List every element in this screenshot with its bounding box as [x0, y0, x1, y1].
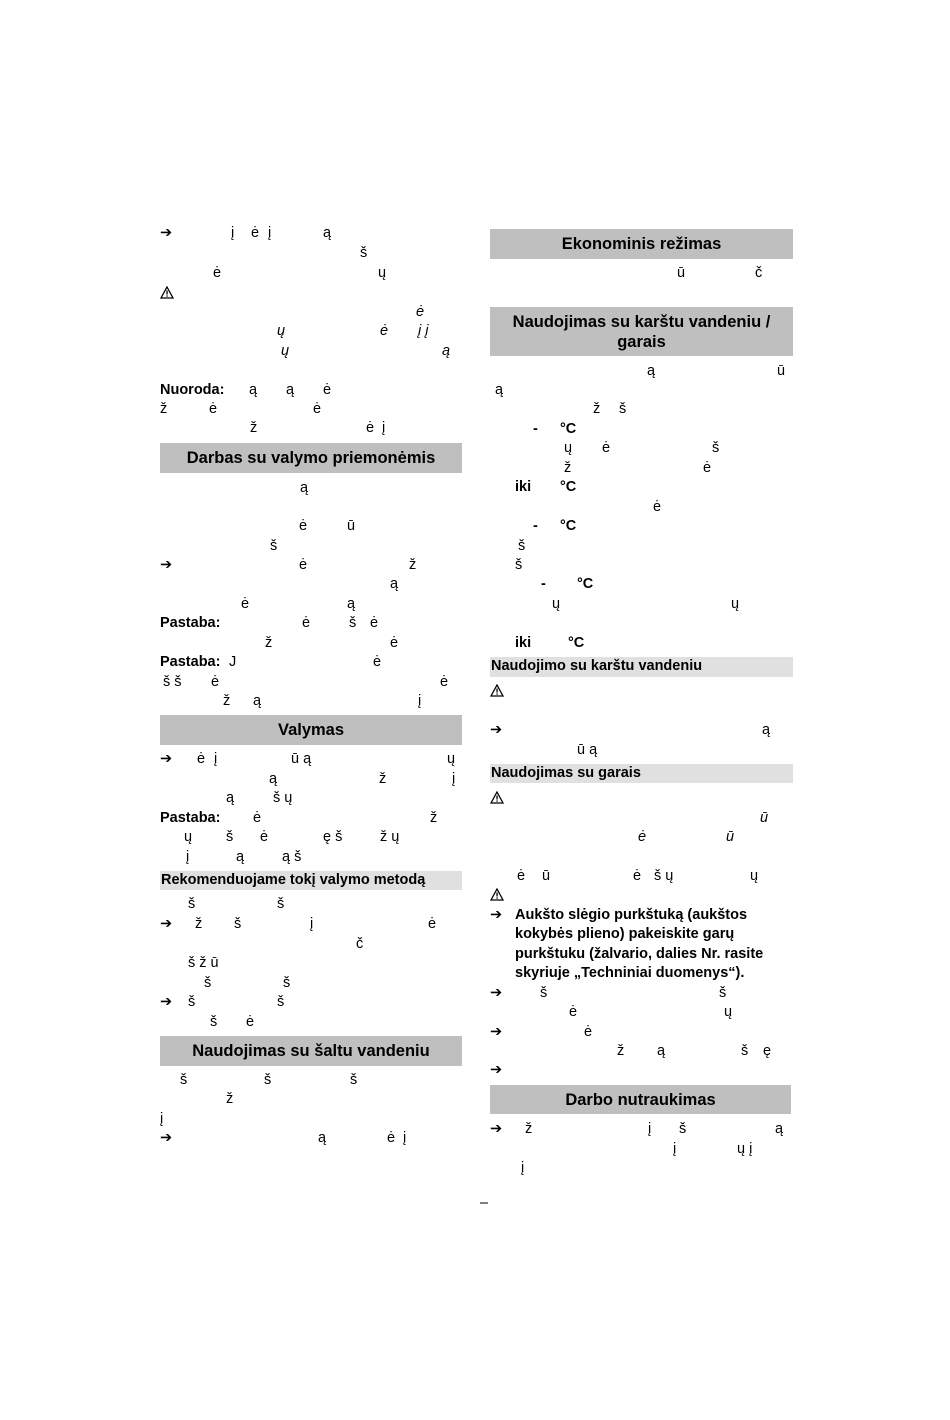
- left-column-text-fragment: ė: [416, 304, 425, 320]
- left-column-text-fragment: ą: [318, 1130, 327, 1146]
- section-header-darbas: Darbas su valymo priemonėmis: [160, 443, 462, 473]
- left-column-text-fragment: š š: [163, 674, 182, 690]
- right-column-text-fragment: -: [533, 518, 538, 534]
- left-column-text-fragment: ė: [246, 1014, 255, 1030]
- right-column-text-fragment: š: [619, 401, 627, 417]
- right-column-text-fragment: ė: [653, 499, 662, 515]
- left-column-text-fragment: ą: [300, 480, 309, 496]
- warning-icon: [490, 888, 504, 901]
- right-column-text-fragment: ų: [731, 596, 740, 612]
- left-column-text-fragment: į: [452, 771, 456, 787]
- right-column-text-fragment: ➔: [490, 1062, 503, 1078]
- left-column-text-fragment: ė: [366, 420, 375, 436]
- left-column-text-fragment: ė: [253, 810, 262, 826]
- left-column-text-fragment: J: [229, 654, 237, 670]
- left-column-text-fragment: ė: [211, 674, 220, 690]
- left-column-text-fragment: į: [418, 693, 422, 709]
- left-column-text-fragment: ę š: [323, 829, 343, 845]
- right-column-text-fragment: ė: [517, 868, 526, 884]
- right-column-text-fragment: ➔: [490, 722, 503, 738]
- right-column-text-fragment: į: [648, 1121, 652, 1137]
- left-column-text-fragment: ➔: [160, 1130, 173, 1146]
- right-column-text-fragment: š: [719, 985, 727, 1001]
- right-column-text-fragment: ą: [657, 1043, 666, 1059]
- left-column-text-fragment: ➔: [160, 225, 173, 241]
- left-column-text-fragment: š: [188, 994, 196, 1010]
- left-column-text-fragment: ė: [440, 674, 449, 690]
- section-header-karstu-vandeniu: Naudojimas su karštu vandeniu / garais: [490, 307, 793, 356]
- left-column-text-fragment: ų: [447, 751, 456, 767]
- right-column-text-fragment: ė: [584, 1024, 593, 1040]
- subheader-karstu-vandeniu: Naudojimo su karštu vandeniu: [490, 657, 793, 677]
- left-column-text-fragment: ė: [428, 916, 437, 932]
- right-column-text-fragment: ų: [552, 596, 561, 612]
- right-column-text-fragment: ž: [593, 401, 601, 417]
- left-column-text-fragment: Nuoroda:: [160, 382, 225, 398]
- right-column-text-fragment: °C: [560, 518, 577, 534]
- left-column-text-fragment: š: [350, 1072, 358, 1088]
- left-column-text-fragment: į: [403, 1130, 407, 1146]
- left-column-text-fragment: ė: [370, 615, 379, 631]
- left-column-text-fragment: ė: [387, 1130, 396, 1146]
- right-column-text-fragment: į: [521, 1160, 525, 1176]
- right-column-text-fragment: ū: [726, 829, 735, 845]
- left-column-text-fragment: į: [186, 849, 190, 865]
- left-column-text-fragment: ž: [265, 635, 273, 651]
- left-column-text-fragment: ą: [390, 576, 399, 592]
- left-column-text-fragment: ą: [226, 790, 235, 806]
- left-column-text-fragment: ą š: [282, 849, 302, 865]
- left-column-text-fragment: ž: [379, 771, 387, 787]
- right-column-text-fragment: š: [712, 440, 720, 456]
- left-column-text-fragment: š ž ū: [188, 955, 219, 971]
- left-column-text-fragment: ė: [197, 751, 206, 767]
- right-column-text-fragment: iki: [515, 635, 532, 651]
- right-column-text-fragment: Aukšto slėgio purkštuką (aukštos: [515, 907, 748, 923]
- right-column-text-fragment: č: [755, 265, 763, 281]
- left-column-text-fragment: ū: [347, 518, 356, 534]
- left-column-text-fragment: š: [234, 916, 242, 932]
- right-column-text-fragment: ė: [569, 1004, 578, 1020]
- right-column-text-fragment: °C: [568, 635, 585, 651]
- right-column-text-fragment: iki: [515, 479, 532, 495]
- left-column-text-fragment: ą: [286, 382, 295, 398]
- right-column-text-fragment: į: [673, 1141, 677, 1157]
- right-column-text-fragment: ū: [542, 868, 551, 884]
- right-column-text-fragment: ➔: [490, 907, 503, 923]
- section-header-valymas: Valymas: [160, 715, 462, 745]
- right-column-text-fragment: ų: [724, 1004, 733, 1020]
- right-column-text-fragment: ū ą: [577, 742, 598, 758]
- right-column-text-fragment: skyriuje „Techniniai duomenys“).: [515, 965, 745, 981]
- left-column-text-fragment: š: [360, 245, 368, 261]
- right-column-text-fragment: -: [533, 421, 538, 437]
- left-column-text-fragment: Pastaba:: [160, 810, 221, 826]
- right-column-text-fragment: ų: [564, 440, 573, 456]
- left-column-text-fragment: ž: [226, 1091, 234, 1107]
- left-column-text-fragment: ą: [323, 225, 332, 241]
- left-column-text-fragment: ė: [260, 829, 269, 845]
- left-column-text-fragment: ė: [313, 401, 322, 417]
- right-column-text-fragment: ➔: [490, 1024, 503, 1040]
- left-column-text-fragment: š: [210, 1014, 218, 1030]
- left-column-text-fragment: š: [180, 1072, 188, 1088]
- right-column-text-fragment: °C: [560, 421, 577, 437]
- left-column-text-fragment: š: [270, 538, 278, 554]
- left-column-text-fragment: į: [310, 916, 314, 932]
- right-column-text-fragment: ų: [750, 868, 759, 884]
- subheader-garais: Naudojimas su garais: [490, 764, 793, 783]
- left-column-text-fragment: š: [226, 829, 234, 845]
- left-column-text-fragment: ž: [430, 810, 438, 826]
- left-column-text-fragment: į į: [418, 323, 429, 339]
- right-column-text-fragment: °C: [560, 479, 577, 495]
- left-column-text-fragment: ų: [277, 323, 286, 339]
- left-column-text-fragment: š: [188, 896, 196, 912]
- left-column-text-fragment: š: [277, 896, 285, 912]
- right-column-text-fragment: ė: [703, 460, 712, 476]
- left-column-text-fragment: ➔: [160, 994, 173, 1010]
- right-column-text-fragment: ➔: [490, 1121, 503, 1137]
- right-column-text-fragment: ą: [762, 722, 771, 738]
- left-column-text-fragment: ė: [299, 557, 308, 573]
- left-column-text-fragment: ž: [250, 420, 258, 436]
- section-header-nutraukimas: Darbo nutraukimas: [490, 1085, 791, 1114]
- right-column-text-fragment: ➔: [490, 985, 503, 1001]
- right-column-text-fragment: š: [741, 1043, 749, 1059]
- left-column-text-fragment: ė: [299, 518, 308, 534]
- left-column-text-fragment: ą: [253, 693, 262, 709]
- right-column-text-fragment: š ų: [654, 868, 674, 884]
- left-column-text-fragment: į: [268, 225, 272, 241]
- right-column-text-fragment: š: [518, 538, 526, 554]
- left-column-text-fragment: ą: [249, 382, 258, 398]
- right-column-text-fragment: kokybės plieno) pakeiskite garų: [515, 926, 735, 942]
- left-column-text-fragment: ė: [241, 596, 250, 612]
- right-column-text-fragment: ų į: [737, 1141, 753, 1157]
- left-column-text-fragment: į: [160, 1111, 164, 1127]
- left-column-text-fragment: ž ų: [380, 829, 400, 845]
- right-column-text-fragment: š: [679, 1121, 687, 1137]
- right-column-text-fragment: ė: [638, 829, 647, 845]
- section-header-saltu-vandeniu: Naudojimas su šaltu vandeniu: [160, 1036, 462, 1066]
- left-column-text-fragment: š: [277, 994, 285, 1010]
- left-column-text-fragment: ➔: [160, 751, 173, 767]
- right-column-text-fragment: š: [515, 557, 523, 573]
- left-column-text-fragment: ą: [442, 343, 451, 359]
- warning-icon: [490, 791, 504, 804]
- left-column-text-fragment: ė: [380, 323, 389, 339]
- left-column-text-fragment: Pastaba:: [160, 615, 221, 631]
- warning-icon: [490, 684, 504, 697]
- left-column-text-fragment: ė: [323, 382, 332, 398]
- left-column-text-fragment: ž: [409, 557, 417, 573]
- left-column-text-fragment: ė: [213, 265, 222, 281]
- left-column-text-fragment: Pastaba:: [160, 654, 221, 670]
- left-column-text-fragment: š: [283, 975, 291, 991]
- right-column-text-fragment: š: [540, 985, 548, 1001]
- right-column-text-fragment: ė: [633, 868, 642, 884]
- left-column-text-fragment: š: [264, 1072, 272, 1088]
- right-column-text-fragment: ę: [763, 1043, 772, 1059]
- left-column-text-fragment: ė: [302, 615, 311, 631]
- right-column-text-fragment: °C: [577, 576, 594, 592]
- left-column-text-fragment: ą: [236, 849, 245, 865]
- right-column-text-fragment: ū: [777, 363, 786, 379]
- right-column-text-fragment: ž: [525, 1121, 533, 1137]
- left-column-text-fragment: ė: [373, 654, 382, 670]
- right-column-text-fragment: ą: [495, 382, 504, 398]
- right-column-text-fragment: ž: [564, 460, 572, 476]
- left-column-text-fragment: ž: [195, 916, 203, 932]
- right-column-text-fragment: ą: [647, 363, 656, 379]
- right-column-text-fragment: ū: [677, 265, 686, 281]
- left-column-text-fragment: ų: [281, 343, 290, 359]
- left-column-text-fragment: š: [204, 975, 212, 991]
- left-column-text-fragment: š: [349, 615, 357, 631]
- right-column-text-fragment: ė: [602, 440, 611, 456]
- left-column-text-fragment: ė: [251, 225, 260, 241]
- left-column-text-fragment: ą: [347, 596, 356, 612]
- warning-icon: [160, 286, 174, 299]
- left-column-text-fragment: į: [231, 225, 235, 241]
- right-column-text-fragment: purkštuku (žalvario, dalies Nr. rasite: [515, 946, 764, 962]
- left-column-text-fragment: š ų: [273, 790, 293, 806]
- left-column-text-fragment: ų: [184, 829, 193, 845]
- left-column-text-fragment: ➔: [160, 557, 173, 573]
- left-column-text-fragment: ė: [209, 401, 218, 417]
- right-column-text-fragment: ą: [775, 1121, 784, 1137]
- left-column-text-fragment: ➔: [160, 916, 173, 932]
- right-column-text-fragment: ū: [760, 810, 769, 826]
- left-column-text-fragment: ą: [269, 771, 278, 787]
- left-column-text-fragment: ž: [160, 401, 168, 417]
- left-column-text-fragment: ė: [390, 635, 399, 651]
- left-column-text-fragment: ū ą: [291, 751, 312, 767]
- left-column-text-fragment: į: [214, 751, 218, 767]
- left-column-text-fragment: į: [382, 420, 386, 436]
- right-column-text-fragment: -: [541, 576, 546, 592]
- left-column-text-fragment: ž: [223, 693, 231, 709]
- left-column-text-fragment: ų: [378, 265, 387, 281]
- right-column-text-fragment: ž: [617, 1043, 625, 1059]
- left-column-text-fragment: č: [356, 936, 364, 952]
- section-header-ekonominis: Ekonominis režimas: [490, 229, 793, 259]
- page-number: –: [480, 1195, 489, 1211]
- subheader-rekomenduojame: Rekomenduojame tokį valymo metodą: [160, 871, 462, 890]
